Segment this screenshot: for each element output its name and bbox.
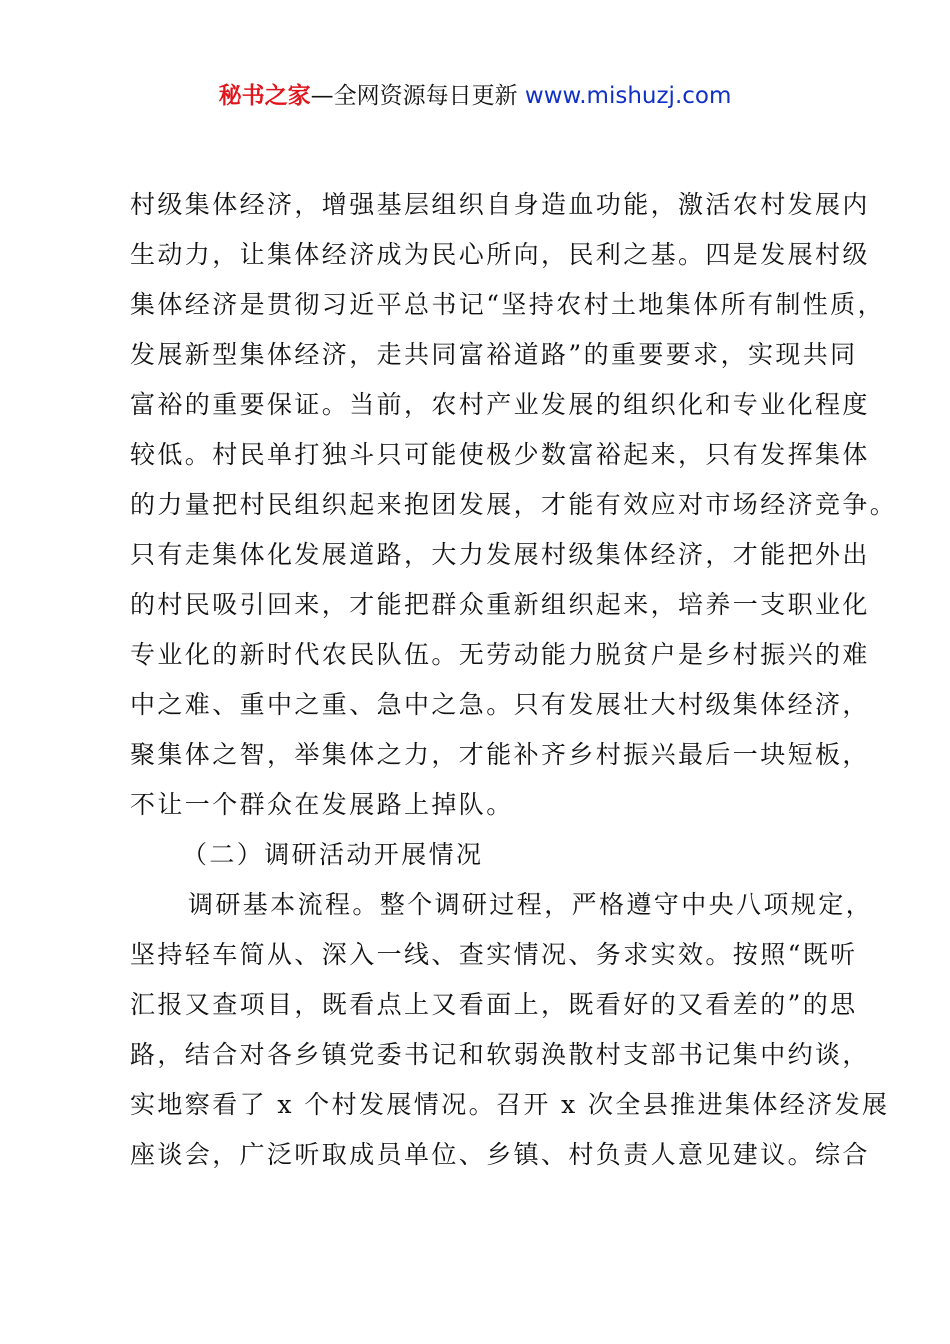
- body-line: 发展新型集体经济，走共同富裕道路”的重要要求，实现共同: [130, 340, 858, 369]
- body-line: 汇报又查项目，既看点上又看面上，既看好的又看差的”的思: [130, 990, 858, 1019]
- paragraph-first-line: 调研基本流程。整个调研过程，严格遵守中央八项规定，: [188, 890, 874, 919]
- site-slogan: —全网资源每日更新: [310, 83, 518, 109]
- body-line: 集体经济是贯彻习近平总书记“坚持农村土地集体所有制性质，: [130, 290, 885, 319]
- body-line: 只有走集体化发展道路，大力发展村级集体经济，才能把外出: [130, 540, 870, 569]
- site-url-link[interactable]: www.mishuzj.com: [524, 83, 732, 109]
- site-header: [0, 79, 950, 113]
- body-line: 的力量把村民组织起来抱团发展，才能有效应对市场经济竞争。: [130, 490, 898, 519]
- body-line: 聚集体之智，举集体之力，才能补齐乡村振兴最后一块短板，: [130, 740, 870, 769]
- body-line: 富裕的重要保证。当前，农村产业发展的组织化和专业化程度: [130, 390, 870, 419]
- body-line: 坚持轻车简从、深入一线、查实情况、务求实效。按照“既听: [130, 940, 858, 969]
- body-line: 中之难、重中之重、急中之急。只有发展壮大村级集体经济，: [130, 690, 870, 719]
- body-line: 专业化的新时代农民队伍。无劳动能力脱贫户是乡村振兴的难: [130, 640, 870, 669]
- site-brand: 秘书之家: [218, 83, 311, 109]
- body-line: 路，结合对各乡镇党委书记和软弱涣散村支部书记集中约谈，: [130, 1040, 870, 1069]
- body-line: 实地察看了 x 个村发展情况。召开 x 次全县推进集体经济发展: [130, 1090, 890, 1119]
- body-line: 不让一个群众在发展路上掉队。: [130, 790, 514, 819]
- body-line: 的村民吸引回来，才能把群众重新组织起来，培养一支职业化: [130, 590, 870, 619]
- document-body: [130, 180, 898, 1180]
- body-line: 较低。村民单打独斗只可能使极少数富裕起来，只有发挥集体: [130, 440, 870, 469]
- body-line: 村级集体经济，增强基层组织自身造血功能，激活农村发展内: [130, 190, 870, 219]
- section-heading: （二）调研活动开展情况: [182, 840, 484, 869]
- body-line: 生动力，让集体经济成为民心所向，民利之基。四是发展村级: [130, 240, 870, 269]
- body-line: 座谈会，广泛听取成员单位、乡镇、村负责人意见建议。综合: [130, 1140, 870, 1169]
